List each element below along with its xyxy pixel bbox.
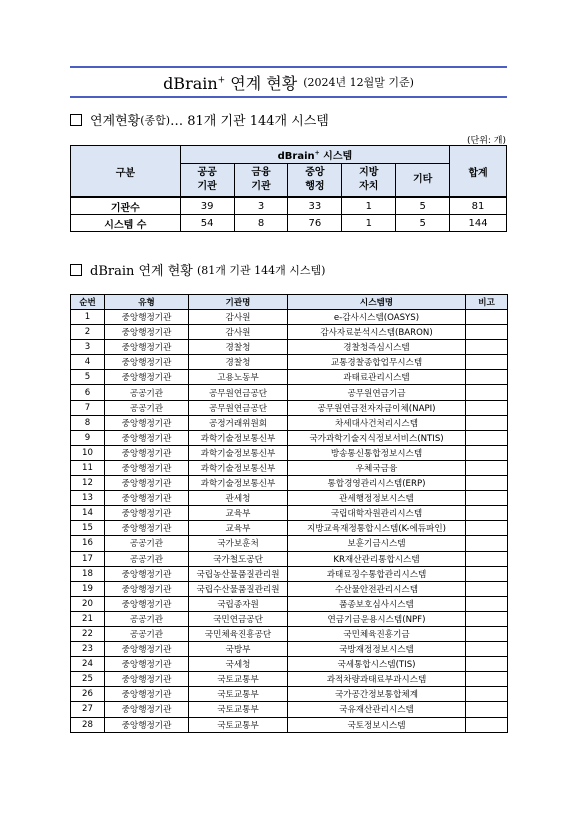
- table-cell: 중앙행정기관: [105, 506, 189, 521]
- table-row: [71, 385, 508, 400]
- sub-header-line: 지방: [359, 167, 379, 178]
- table-cell: 중앙행정기관: [105, 581, 189, 596]
- table-cell: 관세청: [189, 491, 288, 506]
- summary-sub-header: [396, 164, 450, 198]
- table-cell: 지방교육재정통합시스템(K-에듀파인): [288, 521, 466, 536]
- table-row: [71, 340, 508, 355]
- table-cell: 공공기관: [105, 536, 189, 551]
- table-cell: 중앙행정기관: [105, 310, 189, 325]
- table-cell: [466, 445, 508, 460]
- table-cell: 공공기관: [105, 400, 189, 415]
- table-cell: 감사자료분석시스템(BARON): [288, 325, 466, 340]
- table-cell: 방송통신통합정보시스템: [288, 445, 466, 460]
- table-row: [71, 476, 508, 491]
- table-cell: 국토교통부: [189, 717, 288, 732]
- table-cell: [466, 476, 508, 491]
- table-row: [71, 445, 508, 460]
- table-cell: [466, 370, 508, 385]
- table-cell: 고용노동부: [189, 370, 288, 385]
- table-cell: 중앙행정기관: [105, 415, 189, 430]
- table-cell: 9: [71, 430, 105, 445]
- table-cell: [466, 657, 508, 672]
- table-row: [71, 325, 508, 340]
- section-heading-detail: [70, 260, 325, 279]
- table-cell: 국립수산물품질관리원: [189, 581, 288, 596]
- table-cell: 국토교통부: [189, 702, 288, 717]
- table-cell: [466, 385, 508, 400]
- table-cell: 과태료징수통합관리시스템: [288, 566, 466, 581]
- detail-column-header: 순번: [71, 295, 105, 310]
- detail-table: [70, 294, 508, 733]
- table-row: [71, 687, 508, 702]
- table-cell: 과학기술정보통신부: [189, 460, 288, 475]
- sub-header-line: 중앙: [305, 167, 325, 178]
- table-cell: 6: [71, 385, 105, 400]
- table-cell: 교육부: [189, 506, 288, 521]
- page-title: [70, 66, 507, 98]
- section1-heading: 연계현황: [90, 114, 141, 129]
- section2-heading: dBrain 연계 현황: [90, 264, 193, 279]
- table-cell: 중앙행정기관: [105, 370, 189, 385]
- table-cell: 국토교통부: [189, 672, 288, 687]
- table-cell: [466, 581, 508, 596]
- table-row: [71, 717, 508, 732]
- table-cell: 공정거래위원회: [189, 415, 288, 430]
- table-row: [71, 415, 508, 430]
- table-cell: [466, 642, 508, 657]
- table-cell: [466, 310, 508, 325]
- table-cell: 중앙행정기관: [105, 596, 189, 611]
- table-row: [71, 642, 508, 657]
- summary-sub-header: [342, 164, 396, 198]
- table-cell: 국립종자원: [189, 596, 288, 611]
- table-cell: 26: [71, 687, 105, 702]
- table-cell: KR재산관리통합시스템: [288, 551, 466, 566]
- table-cell: 보훈기금시스템: [288, 536, 466, 551]
- table-cell: 교육부: [189, 521, 288, 536]
- detail-column-header: 기관명: [189, 295, 288, 310]
- table-cell: [466, 325, 508, 340]
- table-cell: 중앙행정기관: [105, 717, 189, 732]
- table-cell: 감사원: [189, 325, 288, 340]
- summary-row: [71, 215, 507, 232]
- summary-cell: 5: [396, 215, 450, 232]
- summary-row-header: 구분: [71, 146, 181, 198]
- summary-cell: 33: [288, 197, 342, 215]
- table-row: [71, 626, 508, 641]
- table-cell: 24: [71, 657, 105, 672]
- table-row: [71, 491, 508, 506]
- table-cell: [466, 702, 508, 717]
- table-cell: 과학기술정보통신부: [189, 430, 288, 445]
- table-cell: 경찰청: [189, 340, 288, 355]
- table-cell: 공공기관: [105, 551, 189, 566]
- detail-column-header: 유형: [105, 295, 189, 310]
- table-cell: 20: [71, 596, 105, 611]
- table-cell: [466, 626, 508, 641]
- table-cell: [466, 400, 508, 415]
- table-cell: 우체국금융: [288, 460, 466, 475]
- summary-total-header: 합계: [450, 146, 507, 198]
- table-cell: 중앙행정기관: [105, 642, 189, 657]
- sub-header-line: 기타: [412, 174, 433, 185]
- table-cell: 공무원연금공단: [189, 400, 288, 415]
- table-cell: 28: [71, 717, 105, 732]
- table-cell: 차세대사건처리시스템: [288, 415, 466, 430]
- table-cell: 경찰청즉심시스템: [288, 340, 466, 355]
- table-cell: 27: [71, 702, 105, 717]
- table-row: [71, 536, 508, 551]
- table-cell: [466, 536, 508, 551]
- summary-cell: 76: [288, 215, 342, 232]
- table-cell: 7: [71, 400, 105, 415]
- title-brand: dBrain: [163, 73, 218, 93]
- summary-group-header: [180, 146, 449, 164]
- table-row: [71, 702, 508, 717]
- table-row: [71, 355, 508, 370]
- table-cell: 중앙행정기관: [105, 687, 189, 702]
- summary-table: [70, 145, 507, 232]
- table-cell: 공공기관: [105, 385, 189, 400]
- summary-sub-header: [288, 164, 342, 198]
- sub-header-line: 자치: [359, 181, 379, 192]
- table-cell: e-감사시스템(OASYS): [288, 310, 466, 325]
- detail-column-header: 시스템명: [288, 295, 466, 310]
- group-header-brand: dBrain: [277, 151, 315, 162]
- section2-paren: (81개 기관 144개 시스템): [197, 263, 326, 277]
- table-cell: 국세통합시스템(TIS): [288, 657, 466, 672]
- title-sup: +: [217, 75, 226, 86]
- table-cell: 공공기관: [105, 611, 189, 626]
- table-cell: 중앙행정기관: [105, 430, 189, 445]
- table-cell: 중앙행정기관: [105, 445, 189, 460]
- table-cell: 18: [71, 566, 105, 581]
- table-row: [71, 611, 508, 626]
- table-cell: 중앙행정기관: [105, 566, 189, 581]
- table-cell: 중앙행정기관: [105, 476, 189, 491]
- table-cell: [466, 596, 508, 611]
- table-cell: [466, 355, 508, 370]
- table-cell: 국민연금공단: [189, 611, 288, 626]
- table-cell: 국방부: [189, 642, 288, 657]
- table-cell: [466, 717, 508, 732]
- group-header-sup: +: [314, 149, 320, 157]
- sub-header-line: 기관: [197, 181, 217, 192]
- sub-header-line: 공공: [197, 167, 217, 178]
- summary-cell: 81: [450, 197, 507, 215]
- table-cell: 통합경영관리시스템(ERP): [288, 476, 466, 491]
- table-cell: 2: [71, 325, 105, 340]
- table-cell: [466, 415, 508, 430]
- sub-header-line: 기관: [251, 181, 271, 192]
- table-cell: 1: [71, 310, 105, 325]
- table-cell: 22: [71, 626, 105, 641]
- table-cell: 13: [71, 491, 105, 506]
- summary-row: [71, 197, 507, 215]
- table-cell: 국유재산관리시스템: [288, 702, 466, 717]
- table-cell: [466, 506, 508, 521]
- table-cell: 12: [71, 476, 105, 491]
- unit-label: (단위: 개): [467, 136, 506, 146]
- title-main: [163, 71, 297, 94]
- table-row: [71, 460, 508, 475]
- table-cell: 10: [71, 445, 105, 460]
- table-cell: 17: [71, 551, 105, 566]
- table-cell: 과학기술정보통신부: [189, 476, 288, 491]
- title-subtitle: (2024년 12월말 기준): [303, 76, 414, 89]
- table-cell: 국토교통부: [189, 687, 288, 702]
- table-cell: 국민체육진흥기금: [288, 626, 466, 641]
- table-cell: 품종보호심사시스템: [288, 596, 466, 611]
- detail-column-header: 비고: [466, 295, 508, 310]
- summary-cell: 54: [180, 215, 234, 232]
- table-cell: [466, 460, 508, 475]
- table-cell: 11: [71, 460, 105, 475]
- table-cell: 경찰청: [189, 355, 288, 370]
- section1-tail: … 81개 기관 144개 시스템: [170, 114, 329, 129]
- table-cell: 연금기금운용시스템(NPF): [288, 611, 466, 626]
- summary-row-label: 시스템 수: [71, 215, 181, 232]
- summary-cell: 1: [342, 197, 396, 215]
- summary-row-label: 기관수: [71, 197, 181, 215]
- table-cell: 중앙행정기관: [105, 491, 189, 506]
- table-cell: 과태료관리시스템: [288, 370, 466, 385]
- table-cell: [466, 687, 508, 702]
- table-cell: 감사원: [189, 310, 288, 325]
- section1-paren: (종합): [140, 113, 171, 127]
- table-row: [71, 400, 508, 415]
- table-cell: 국가과학기술지식정보서비스(NTIS): [288, 430, 466, 445]
- sub-header-line: 금융: [251, 167, 271, 178]
- table-cell: 8: [71, 415, 105, 430]
- sub-header-line: 행정: [305, 181, 325, 192]
- checkbox-icon: [70, 114, 82, 126]
- title-rest: 연계 현황: [225, 73, 298, 93]
- table-row: [71, 551, 508, 566]
- table-cell: 수산물안전관리시스템: [288, 581, 466, 596]
- table-cell: 공무원연금전자자금이체(NAPI): [288, 400, 466, 415]
- table-cell: 국세청: [189, 657, 288, 672]
- table-cell: 중앙행정기관: [105, 521, 189, 536]
- table-cell: 국가철도공단: [189, 551, 288, 566]
- table-row: [71, 566, 508, 581]
- summary-cell: 3: [234, 197, 288, 215]
- summary-cell: 144: [450, 215, 507, 232]
- table-row: [71, 657, 508, 672]
- table-cell: [466, 672, 508, 687]
- table-cell: 공무원연금기금: [288, 385, 466, 400]
- table-cell: 중앙행정기관: [105, 340, 189, 355]
- summary-cell: 5: [396, 197, 450, 215]
- table-cell: 19: [71, 581, 105, 596]
- summary-cell: 8: [234, 215, 288, 232]
- table-row: [71, 521, 508, 536]
- table-cell: 4: [71, 355, 105, 370]
- summary-sub-header: [180, 164, 234, 198]
- table-row: [71, 581, 508, 596]
- summary-cell: 1: [342, 215, 396, 232]
- table-cell: [466, 611, 508, 626]
- table-cell: [466, 340, 508, 355]
- table-cell: [466, 566, 508, 581]
- table-row: [71, 310, 508, 325]
- table-cell: 공공기관: [105, 626, 189, 641]
- table-cell: 과적차량과태료부과시스템: [288, 672, 466, 687]
- table-cell: 23: [71, 642, 105, 657]
- table-cell: 중앙행정기관: [105, 657, 189, 672]
- table-row: [71, 672, 508, 687]
- table-cell: 국가공간정보통합체계: [288, 687, 466, 702]
- table-cell: 16: [71, 536, 105, 551]
- group-header-tail: 시스템: [319, 151, 353, 162]
- table-cell: [466, 430, 508, 445]
- table-cell: 14: [71, 506, 105, 521]
- table-cell: 중앙행정기관: [105, 702, 189, 717]
- table-cell: 과학기술정보통신부: [189, 445, 288, 460]
- table-cell: 중앙행정기관: [105, 672, 189, 687]
- checkbox-icon: [70, 264, 82, 276]
- table-row: [71, 370, 508, 385]
- table-cell: 국방재정정보시스템: [288, 642, 466, 657]
- section-heading-summary: [70, 110, 329, 129]
- table-cell: 공무원연금공단: [189, 385, 288, 400]
- summary-cell: 39: [180, 197, 234, 215]
- table-cell: 5: [71, 370, 105, 385]
- table-cell: 21: [71, 611, 105, 626]
- table-cell: 3: [71, 340, 105, 355]
- table-cell: 교통경찰종합업무시스템: [288, 355, 466, 370]
- table-cell: 국민체육진흥공단: [189, 626, 288, 641]
- table-cell: 15: [71, 521, 105, 536]
- table-cell: 국토정보시스템: [288, 717, 466, 732]
- table-cell: [466, 491, 508, 506]
- table-row: [71, 430, 508, 445]
- table-cell: 국립대학자원관리시스템: [288, 506, 466, 521]
- table-cell: [466, 521, 508, 536]
- table-cell: 중앙행정기관: [105, 325, 189, 340]
- table-cell: [466, 551, 508, 566]
- summary-sub-header: [234, 164, 288, 198]
- table-row: [71, 596, 508, 611]
- table-cell: 국립농산물품질관리원: [189, 566, 288, 581]
- table-cell: 중앙행정기관: [105, 355, 189, 370]
- table-cell: 중앙행정기관: [105, 460, 189, 475]
- table-row: [71, 506, 508, 521]
- table-cell: 관세행정정보시스템: [288, 491, 466, 506]
- table-cell: 국가보훈처: [189, 536, 288, 551]
- table-cell: 25: [71, 672, 105, 687]
